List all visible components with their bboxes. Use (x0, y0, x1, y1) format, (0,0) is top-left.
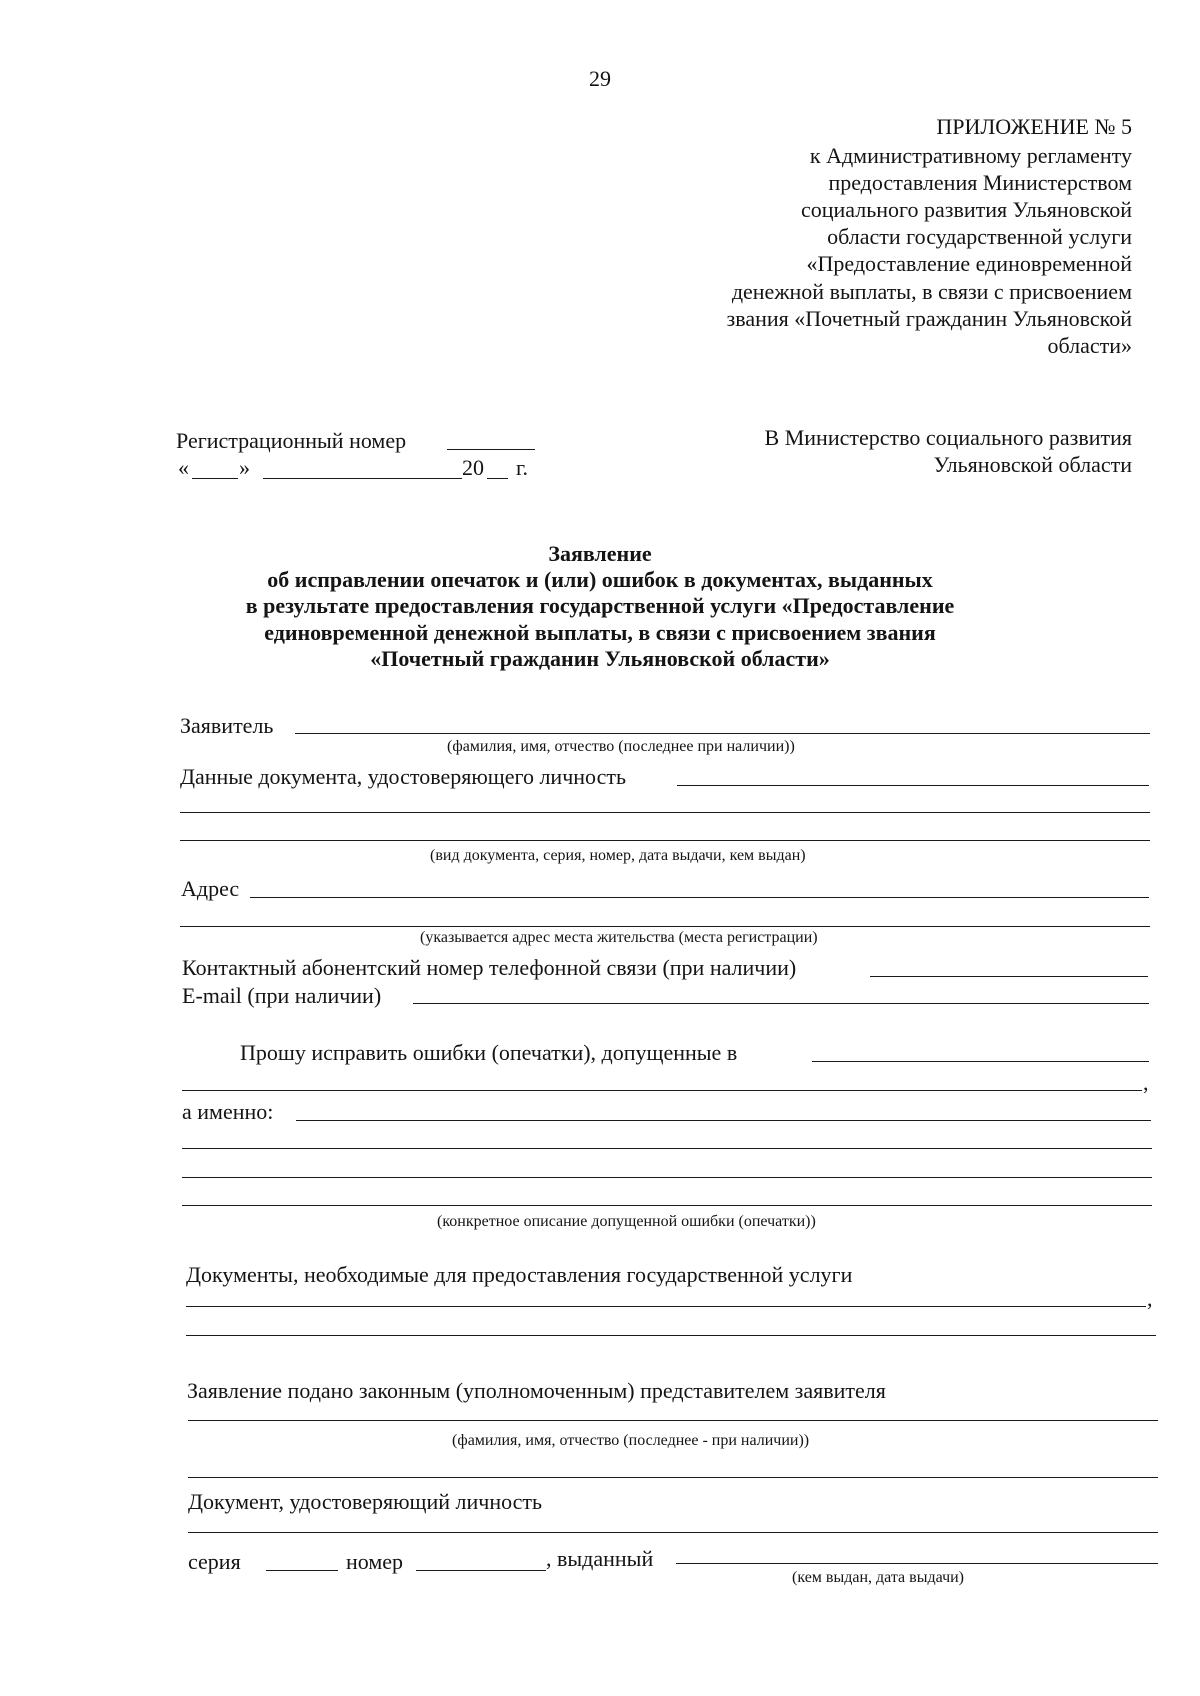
error-description-field-line-4[interactable] (182, 1205, 1152, 1206)
doc-subtitle-line: в результате предоставления государственной услуги «Предоставление (245, 593, 955, 618)
error-caption: (конкретное описание допущенной ошибки (опечатки)) (437, 1213, 816, 1230)
id-document-field[interactable] (677, 785, 1149, 786)
date-quote-close: » (239, 455, 250, 480)
request-document-field[interactable] (812, 1061, 1149, 1062)
error-description-field[interactable] (296, 1120, 1151, 1121)
appendix-line: социального развития Ульяновской (800, 197, 1132, 222)
date-year-field[interactable] (487, 478, 508, 479)
address-label: Адрес (181, 876, 240, 901)
appendix-title: ПРИЛОЖЕНИЕ № 5 (936, 114, 1132, 139)
email-label: E-mail (при наличии) (182, 983, 382, 1008)
id-document-field-line-2[interactable] (180, 812, 1150, 813)
applicant-field[interactable] (295, 733, 1150, 734)
date-day-field[interactable] (192, 478, 238, 479)
doc-subtitle-line: «Почетный гражданин Ульяновской области» (370, 646, 830, 671)
request-label: Прошу исправить ошибки (опечатки), допущенные в (240, 1040, 738, 1065)
id-document-field-line-3[interactable] (180, 840, 1150, 841)
address-caption: (указывается адрес места жительства (места регистрации) (420, 929, 818, 946)
address-field-line-2[interactable] (180, 926, 1150, 927)
appendix-line: звания «Почетный гражданин Ульяновской (726, 306, 1132, 331)
recipient-line-2: Ульяновской области (933, 452, 1132, 477)
applicant-caption: (фамилия, имя, отчество (последнее при наличии)) (447, 738, 795, 755)
recipient-line-1: В Министерство социального развития (764, 425, 1132, 450)
address-field[interactable] (250, 897, 1149, 898)
representative-field[interactable] (188, 1420, 1158, 1421)
series-label: серия (188, 1549, 241, 1574)
doc-subtitle-line: единовременной денежной выплаты, в связи с присвоением звания (264, 620, 936, 645)
documents-field[interactable] (186, 1306, 1146, 1307)
date-year-suffix: г. (516, 455, 529, 480)
series-field[interactable] (266, 1570, 338, 1571)
request-document-field-line-2[interactable] (182, 1090, 1142, 1091)
number-field[interactable] (416, 1570, 546, 1571)
issued-caption: (кем выдан, дата выдачи) (792, 1569, 964, 1586)
appendix-line: «Предоставление единовременной (806, 251, 1132, 276)
page-number: 29 (589, 66, 611, 91)
error-description-field-line-3[interactable] (182, 1177, 1152, 1178)
appendix-line: к Административному регламенту (809, 143, 1132, 168)
date-quote-open: « (178, 455, 189, 480)
appendix-line: области государственной услуги (827, 224, 1132, 249)
issued-field[interactable] (676, 1563, 1158, 1564)
documents-field-line-2[interactable] (186, 1335, 1156, 1336)
appendix-line: области» (1047, 333, 1132, 358)
rep-id-label: Документ, удостоверяющий личность (188, 1489, 543, 1514)
date-month-field[interactable] (263, 478, 462, 479)
appendix-line: денежной выплаты, в связи с присвоением (731, 279, 1132, 304)
representative-field-line-2[interactable] (188, 1477, 1158, 1478)
documents-comma: , (1147, 1286, 1153, 1311)
rep-id-field[interactable] (188, 1532, 1158, 1533)
id-document-label: Данные документа, удостоверяющего личность (180, 764, 627, 789)
error-description-field-line-2[interactable] (182, 1148, 1152, 1149)
registration-number-field[interactable] (447, 449, 535, 450)
appendix-line: предоставления Министерством (828, 170, 1132, 195)
phone-label: Контактный абонентский номер телефонной связи (при наличии) (182, 955, 797, 980)
phone-field[interactable] (870, 976, 1148, 977)
number-label: номер (346, 1549, 404, 1574)
applicant-label: Заявитель (180, 713, 274, 738)
doc-title: Заявление (548, 541, 652, 566)
registration-number-label: Регистрационный номер (176, 428, 407, 453)
id-document-caption: (вид документа, серия, номер, дата выдачи, кем выдан) (430, 847, 806, 864)
representative-label: Заявление подано законным (уполномоченным) представителем заявителя (187, 1378, 886, 1403)
doc-subtitle-line: об исправлении опечаток и (или) ошибок в документах, выданных (267, 567, 933, 592)
email-field[interactable] (413, 1003, 1149, 1004)
issued-label: , выданный (546, 1546, 654, 1571)
request-comma: , (1143, 1070, 1149, 1095)
date-year-prefix: 20 (462, 455, 484, 480)
namely-label: а именно: (182, 1099, 274, 1124)
representative-caption: (фамилия, имя, отчество (последнее - при наличии)) (452, 1432, 810, 1449)
documents-label: Документы, необходимые для предоставления государственной услуги (186, 1262, 853, 1287)
